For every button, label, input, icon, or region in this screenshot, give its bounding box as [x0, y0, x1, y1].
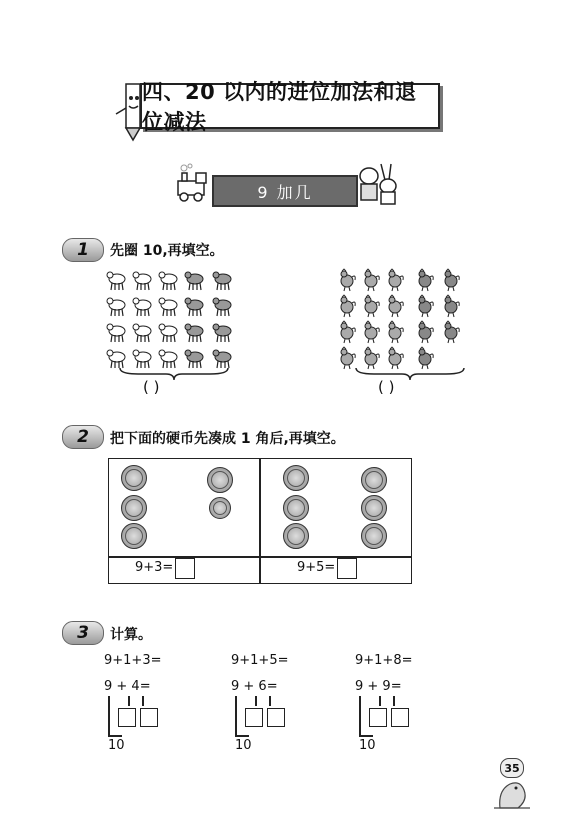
rooster-icon — [440, 320, 462, 344]
exercise-expression: 9+1+5= — [231, 653, 289, 668]
lamb-icon — [105, 268, 129, 292]
train-icon — [174, 163, 214, 203]
ten-label: 10 — [235, 738, 252, 753]
rooster-icon — [414, 320, 436, 344]
lamb-icon — [105, 294, 129, 318]
connector-line — [142, 696, 144, 706]
rooster-icon — [440, 294, 462, 318]
coin-table — [108, 458, 412, 584]
lamb-icon — [183, 320, 207, 344]
lamb-icon — [211, 268, 235, 292]
rooster-icon — [440, 268, 462, 292]
coin-icon — [361, 467, 387, 493]
rooster-icon — [360, 268, 382, 292]
coin-icon — [207, 467, 233, 493]
lamb-icon — [211, 320, 235, 344]
lamb-icon — [131, 268, 155, 292]
coin-icon — [121, 523, 147, 549]
answer-blank-2[interactable]: ( ) — [378, 378, 395, 396]
lamb-group-white — [105, 268, 181, 370]
lamb-icon — [105, 320, 129, 344]
rooster-icon — [384, 268, 406, 292]
lamb-icon — [157, 294, 181, 318]
problem-1-badge: 1 — [62, 238, 104, 262]
split-box-left[interactable] — [369, 708, 387, 727]
lamb-icon — [183, 294, 207, 318]
problem-1-instruction: 先圈 10,再填空。 — [110, 243, 224, 259]
connector-line — [359, 696, 361, 736]
coin-icon — [283, 495, 309, 521]
chapter-title: 四、20 以内的进位加法和退位减法 — [140, 83, 440, 129]
coin-icon — [361, 495, 387, 521]
split-box-right[interactable] — [391, 708, 409, 727]
brace-right — [354, 366, 466, 382]
exercise-split: 9 + 9= — [355, 679, 402, 694]
exercise-split: 9 + 4= — [104, 679, 151, 694]
rabbit-icon — [355, 162, 405, 208]
connector-line — [235, 696, 237, 736]
answer-box-1[interactable] — [175, 558, 195, 579]
rooster-icon — [360, 320, 382, 344]
connector-line — [108, 696, 110, 736]
table-divider-horizontal — [109, 556, 411, 558]
lamb-icon — [183, 268, 207, 292]
connector-line — [269, 696, 271, 706]
coin-icon — [361, 523, 387, 549]
rooster-icon — [384, 320, 406, 344]
rooster-icon — [336, 294, 358, 318]
lamb-icon — [157, 320, 181, 344]
brace-left — [118, 366, 230, 382]
connector-line — [255, 696, 257, 706]
exercise-split: 9 + 6= — [231, 679, 278, 694]
coin-icon — [209, 497, 231, 519]
lamb-icon — [131, 294, 155, 318]
rooster-group-1 — [336, 268, 406, 370]
lamb-group-gray — [183, 268, 237, 370]
coin-icon — [283, 523, 309, 549]
answer-blank-1[interactable]: ( ) — [143, 378, 160, 396]
lamb-icon — [131, 320, 155, 344]
connector-line — [128, 696, 130, 706]
problem-2-badge: 2 — [62, 425, 104, 449]
connector-line — [235, 735, 249, 737]
exercise-expression: 9+1+3= — [104, 653, 162, 668]
seal-icon — [490, 770, 534, 810]
answer-box-2[interactable] — [337, 558, 357, 579]
rooster-icon — [336, 320, 358, 344]
problem-2-instruction: 把下面的硬币先凑成 1 角后,再填空。 — [110, 431, 345, 447]
split-box-left[interactable] — [118, 708, 136, 727]
equation-1: 9+3= — [135, 560, 174, 575]
exercise-expression: 9+1+8= — [355, 653, 413, 668]
lamb-icon — [211, 294, 235, 318]
connector-line — [379, 696, 381, 706]
split-box-right[interactable] — [267, 708, 285, 727]
coin-icon — [283, 465, 309, 491]
split-box-right[interactable] — [140, 708, 158, 727]
page-number: 35 — [500, 758, 524, 778]
connector-line — [108, 735, 122, 737]
rooster-icon — [414, 268, 436, 292]
rooster-group-2 — [414, 268, 464, 370]
section-title: 9 加几 — [212, 175, 358, 207]
equation-2: 9+5= — [297, 560, 336, 575]
ten-label: 10 — [108, 738, 125, 753]
ten-label: 10 — [359, 738, 376, 753]
coin-icon — [121, 495, 147, 521]
rooster-icon — [414, 294, 436, 318]
problem-3-badge: 3 — [62, 621, 104, 645]
connector-line — [393, 696, 395, 706]
connector-line — [359, 735, 373, 737]
table-divider-vertical — [259, 459, 261, 583]
coin-icon — [121, 465, 147, 491]
problem-3-instruction: 计算。 — [110, 627, 152, 643]
rooster-icon — [360, 294, 382, 318]
rooster-icon — [336, 268, 358, 292]
split-box-left[interactable] — [245, 708, 263, 727]
rooster-icon — [384, 294, 406, 318]
lamb-icon — [157, 268, 181, 292]
